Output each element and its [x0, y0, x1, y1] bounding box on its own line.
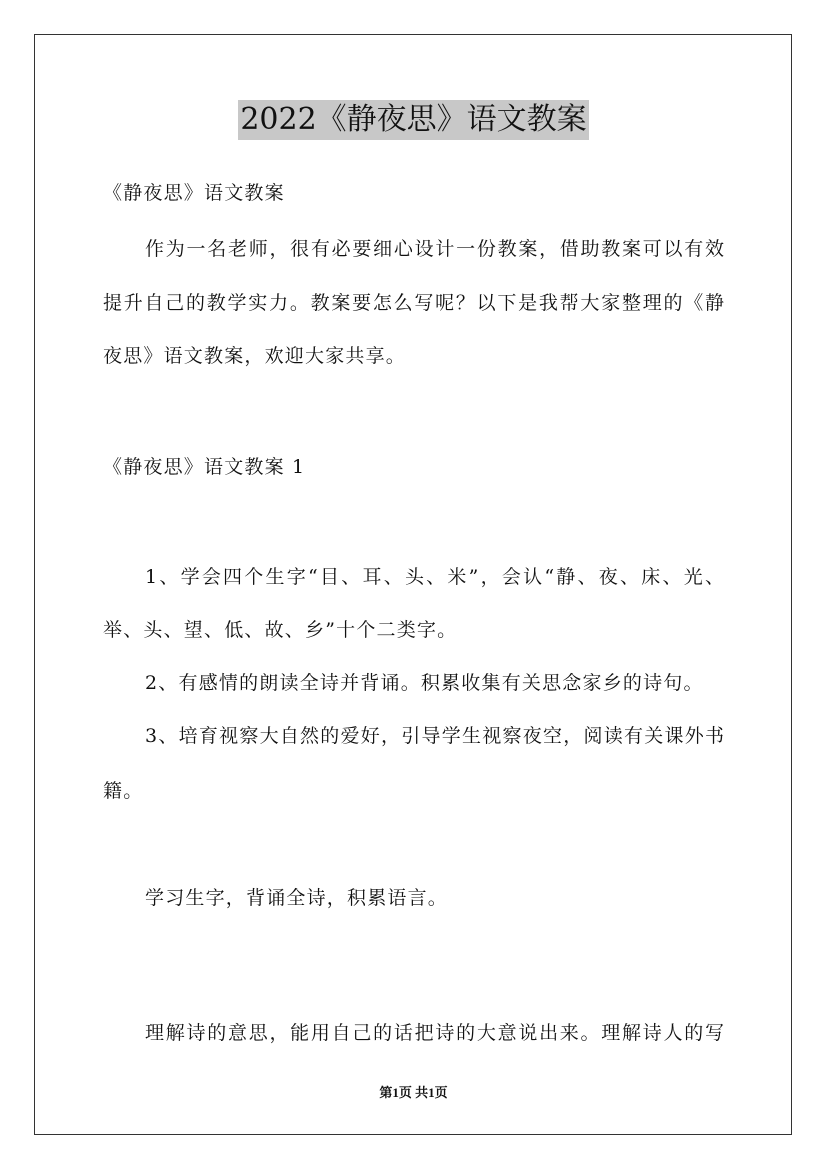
key-point: 学习生字，背诵全诗，积累语言。 — [145, 887, 449, 909]
difficulty-line: 理解诗的意思，能用自己的话把诗的大意说出来。理解诗人的写 — [145, 1022, 725, 1044]
goal-line-1: 1、学会四个生字“目、耳、头、米”，会认“静、夜、床、光、 — [145, 566, 725, 588]
goal-line-2: 举、头、望、低、故、乡”十个二类字。 — [103, 619, 458, 641]
intro-line-1: 作为一名老师，很有必要细心设计一份教案，借助教案可以有效 — [145, 238, 725, 260]
page-footer: 第1页 共1页 — [379, 1085, 448, 1100]
title-container — [0, 100, 827, 140]
document-title: 2022《静夜思》语文教案 — [238, 100, 588, 140]
intro-line-2: 提升自己的教学实力。教案要怎么写呢？以下是我帮大家整理的《静 — [103, 292, 725, 314]
goal-line-4: 3、培育视察大自然的爱好，引导学生视察夜空，阅读有关课外书 — [145, 725, 725, 747]
document-subtitle: 《静夜思》语文教案 — [103, 182, 285, 204]
section-heading: 《静夜思》语文教案 1 — [103, 456, 306, 478]
intro-line-3: 夜思》语文教案，欢迎大家共享。 — [103, 345, 407, 367]
goal-line-3: 2、有感情的朗读全诗并背诵。积累收集有关思念家乡的诗句。 — [145, 672, 704, 694]
goal-line-5: 籍。 — [103, 780, 144, 802]
